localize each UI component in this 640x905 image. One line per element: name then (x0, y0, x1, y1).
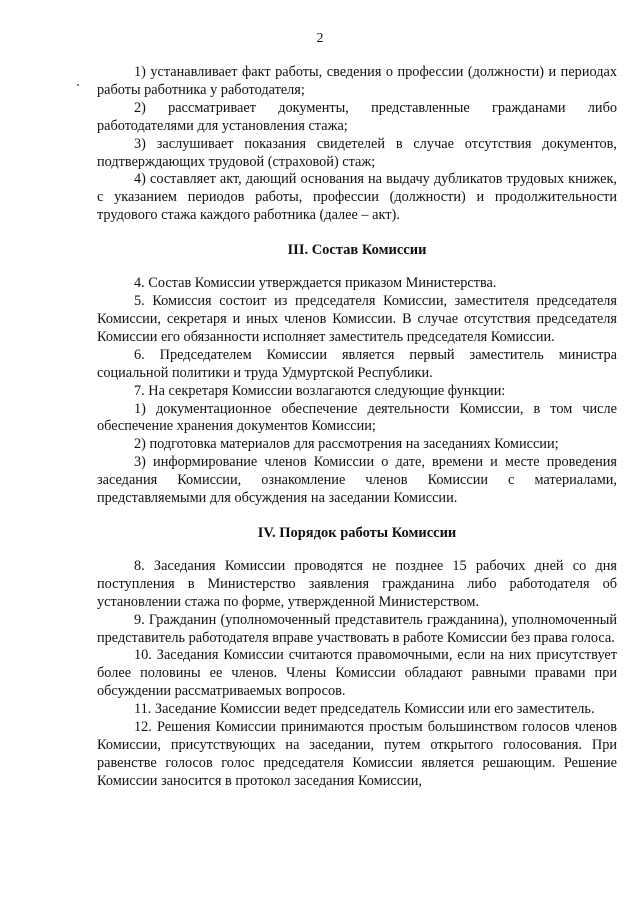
paragraph: 1) документационное обеспечение деятельности Комиссии, в том числе обеспечение хранения документов Комиссии; (97, 400, 617, 435)
paragraph: 6. Председателем Комиссии является первый заместитель министра социальной политики и труда Удмуртской Республики. (97, 346, 617, 381)
paragraph: 7. На секретаря Комиссии возлагаются следующие функции: (134, 382, 506, 399)
paragraph: 11. Заседание Комиссии ведет председатель Комиссии или его заместитель. (134, 701, 595, 718)
paragraph: 12. Решения Комиссии принимаются простым большинством голосов членов Комиссии, присутствующих на заседании, путем открытого голосования. При равенстве голосов голос председателя Комиссии является решающим. Решение Комиссии заносится в протокол заседания Комиссии, (97, 719, 617, 789)
scan-speck (77, 84, 79, 86)
paragraph: 2) подготовка материалов для рассмотрения на заседаниях Комиссии; (134, 436, 559, 453)
paragraph: 4) составляет акт, дающий основания на выдачу дубликатов трудовых книжек, с указанием периодов работы, профессии (должности) и продолжительности трудового стажа каждого работника (далее – акт). (97, 171, 617, 224)
paragraph: 5. Комиссия состоит из председателя Комиссии, заместителя председателя Комиссии, секретаря и иных членов Комиссии. В случае отсутствия председателя Комиссии его обязанности исполняет заместитель председателя Комиссии. (97, 293, 617, 345)
paragraph: 3) информирование членов Комиссии о дате, времени и месте проведения заседания Комиссии, ознакомление членов Комиссии с материалами, представляемыми для обсуждения на заседании Комиссии. (97, 454, 617, 507)
paragraph: 9. Гражданин (уполномоченный представитель гражданина), уполномоченный представитель работодателя вправе участвовать в работе Комиссии без права голоса. (97, 611, 617, 646)
paragraph: 3) заслушивает показания свидетелей в случае отсутствия документов, подтверждающих трудовой (страховой) стаж; (97, 135, 617, 170)
paragraph: 2) рассматривает документы, представленные гражданами либо работодателями для установления стажа; (97, 99, 617, 134)
page-number: 2 (316, 31, 324, 46)
section-heading: III. Состав Комиссии (287, 242, 427, 259)
document-body (97, 64, 617, 791)
paragraph: 4. Состав Комиссии утверждается приказом Министерства. (134, 275, 497, 292)
section-heading: IV. Порядок работы Комиссии (257, 524, 457, 541)
paragraph: 10. Заседания Комиссии считаются правомочными, если на них присутствует более половины ее членов. Члены Комиссии обладают равными правами при обсуждении рассматриваемых вопросов. (97, 647, 617, 700)
paragraph: 8. Заседания Комиссии проводятся не позднее 15 рабочих дней со дня поступления в Министерство заявления гражданина либо работодателя об установлении стажа по форме, утвержденной Министерством. (97, 557, 617, 610)
paragraph: 1) устанавливает факт работы, сведения о профессии (должности) и периодах работы работника у работодателя; (97, 64, 617, 98)
